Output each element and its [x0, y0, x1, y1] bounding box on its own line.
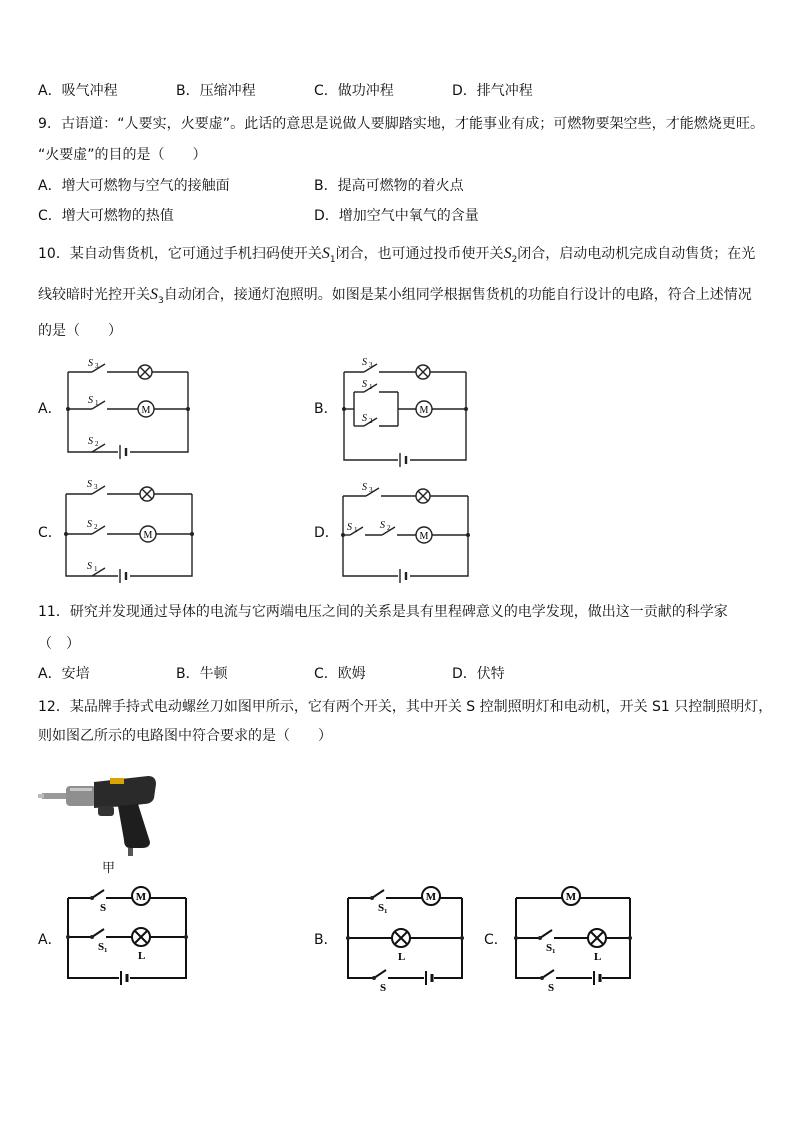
svg-text:S₁: S₁ — [546, 942, 556, 954]
svg-text:S: S — [362, 482, 367, 493]
q9-option-d: D．增加空气中氧气的含量 — [314, 208, 479, 224]
svg-text:3: 3 — [95, 362, 99, 370]
svg-text:S: S — [362, 357, 367, 368]
q10-circuit-b — [340, 352, 475, 467]
q11-option-b: B．牛顿 — [176, 666, 228, 682]
svg-text:S: S — [380, 982, 387, 994]
q9-option-b: B．提高可燃物的着火点 — [314, 178, 464, 194]
q11-option-a: A．安培 — [38, 666, 90, 682]
q8-option-b: B．压缩冲程 — [176, 83, 256, 99]
svg-text:M: M — [419, 405, 429, 416]
svg-text:S: S — [100, 902, 107, 914]
svg-text:1: 1 — [95, 399, 99, 407]
q12-option-b-label: B． — [314, 932, 338, 948]
q12-option-a-label: A． — [38, 932, 62, 948]
q9-stem-line2: “火要虚”的目的是（ ） — [38, 147, 207, 163]
motor-label: M — [141, 405, 151, 416]
svg-text:2: 2 — [369, 417, 373, 425]
q12-stem-line1: 12．某品牌手持式电动螺丝刀如图甲所示，它有两个开关，其中开关 S 控制照明灯和电动机，开关 S1 只控制照明灯， — [38, 699, 773, 715]
svg-text:M: M — [565, 891, 577, 903]
q8-option-c: C．做功冲程 — [314, 83, 394, 99]
svg-text:M: M — [143, 530, 153, 541]
q10-option-d-label: D． — [314, 525, 339, 541]
q11-option-d: D．伏特 — [452, 666, 505, 682]
svg-text:2: 2 — [95, 440, 99, 448]
svg-text:S: S — [87, 519, 92, 530]
svg-text:3: 3 — [94, 483, 98, 491]
svg-text:2: 2 — [94, 523, 98, 531]
q11-stem-line2: （ ） — [38, 636, 80, 652]
svg-text:L: L — [594, 951, 602, 963]
svg-text:S: S — [87, 479, 92, 490]
q12-circuit-b — [344, 880, 474, 1000]
svg-text:S: S — [88, 436, 93, 447]
svg-text:S: S — [88, 358, 93, 369]
q8-option-a: A．吸气冲程 — [38, 83, 118, 99]
photo-caption: 甲 — [102, 861, 116, 876]
svg-text:S: S — [88, 395, 93, 406]
q9-option-a: A．增大可燃物与空气的接触面 — [38, 178, 230, 194]
q10-option-c-label: C． — [38, 525, 62, 541]
q12-circuit-c — [512, 880, 642, 1000]
q10-option-b-label: B． — [314, 401, 338, 417]
svg-text:S: S — [380, 520, 385, 531]
q9-option-c: C．增大可燃物的热值 — [38, 208, 174, 224]
svg-text:M: M — [419, 531, 429, 542]
q10-stem-line2: 线较暗时光控开关$S_3$自动闭合，接通灯泡照明。如图是某小组同学根据售货机的功能自行设计的电路，符合上述情况 — [38, 286, 752, 306]
q10-stem-line1: 10．某自动售货机，它可通过手机扫码使开关$S_1$闭合，也可通过投币使开关$S_2$闭合，启动电动机完成自动售货；在光 — [38, 245, 756, 265]
svg-text:3: 3 — [369, 486, 373, 494]
svg-text:S: S — [362, 413, 367, 424]
q10-circuit-d — [338, 478, 478, 583]
svg-text:S₁: S₁ — [378, 902, 388, 914]
svg-text:1: 1 — [94, 565, 98, 573]
svg-text:L: L — [138, 950, 146, 962]
q10-circuit-a — [60, 352, 195, 462]
q12-option-c-label: C． — [484, 932, 508, 948]
svg-text:M: M — [135, 891, 147, 903]
svg-text:S: S — [87, 561, 92, 572]
q9-stem-line1: 9．古语道：“人要实，火要虚”。此话的意思是说做人要脚踏实地，才能事业有成；可燃物要架空些，才能燃烧更旺。 — [38, 116, 765, 132]
q12-stem-line2: 则如图乙所示的电路图中符合要求的是（ ） — [38, 728, 332, 744]
svg-text:S: S — [548, 982, 555, 994]
svg-text:2: 2 — [387, 524, 391, 532]
svg-text:3: 3 — [369, 361, 373, 369]
svg-text:S: S — [362, 379, 367, 390]
q10-stem-line3: 的是（ ） — [38, 323, 122, 339]
q8-option-d: D．排气冲程 — [452, 83, 533, 99]
svg-text:M: M — [425, 891, 437, 903]
svg-text:1: 1 — [369, 383, 373, 391]
screwdriver-photo — [38, 760, 158, 860]
svg-text:1: 1 — [354, 526, 358, 534]
q10-option-a-label: A． — [38, 401, 62, 417]
q11-option-c: C．欧姆 — [314, 666, 366, 682]
q11-stem-line1: 11．研究并发现通过导体的电流与它两端电压之间的关系是具有里程碑意义的电学发现，做出这一贡献的科学家 — [38, 604, 728, 620]
svg-text:S: S — [347, 522, 352, 533]
svg-text:L: L — [398, 951, 406, 963]
q10-circuit-c — [60, 478, 200, 588]
svg-text:S₁: S₁ — [98, 941, 108, 953]
q12-circuit-a — [64, 880, 194, 1000]
